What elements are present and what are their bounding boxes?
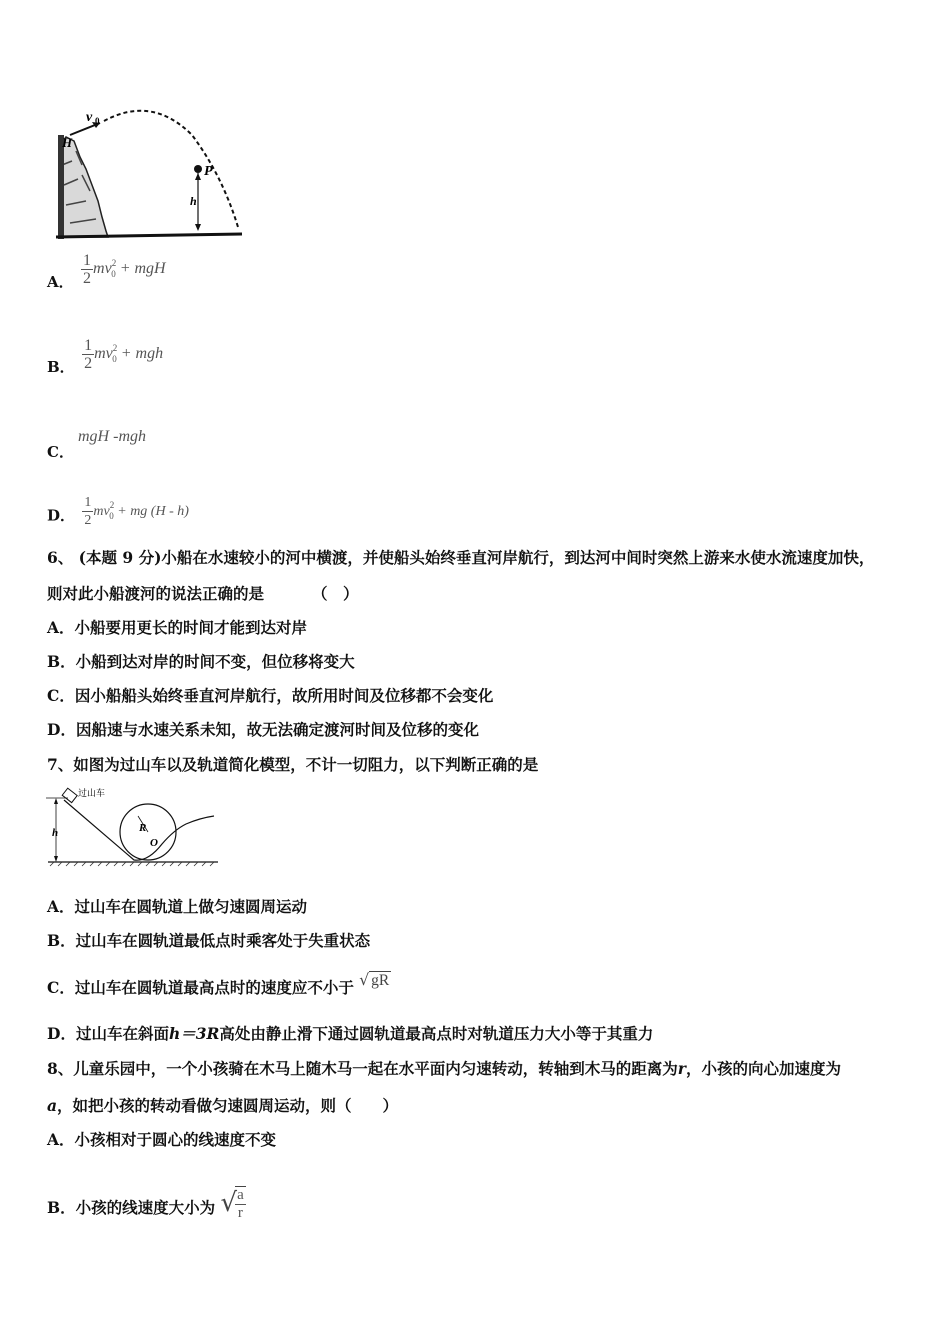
h-label: h — [52, 827, 59, 839]
q8-option-a: A．小孩相对于圆心的线速度不变 — [47, 1130, 277, 1149]
q5-option-c — [47, 442, 74, 462]
fraction: $\frac{1}{2}$ — [84, 495, 92, 528]
projectile-cliff-figure — [52, 105, 252, 245]
q7-option-a: A．过山车在圆轨道上做匀速圆周运动 — [47, 897, 308, 916]
O-label: O — [150, 837, 158, 849]
P-label: P — [204, 164, 213, 179]
R-label: R — [139, 822, 147, 834]
q8-option-b: B．小孩的线速度大小为 √ $\frac{a}{r}$ — [47, 1187, 244, 1221]
q6-stem-line2: 则对此小船渡河的说法正确的是 （ ） — [47, 584, 359, 603]
H-label: H — [62, 135, 73, 150]
car-label: 过山车 — [78, 788, 106, 798]
q5-option-a: A． $\frac{1}{2}$ $mv^2_0$ + mgH — [47, 252, 166, 292]
q6-stem-line1: 6、 (本题 9 分)小船在水速较小的河中横渡，并使船头始终垂直河岸航行，到达河中间时突然上游来水使水流速度加快， — [47, 548, 875, 567]
fraction: $\frac{1}{2}$ — [84, 337, 93, 372]
q5-option-d: D． $\frac{1}{2}$ $mv^2_0$ + mg (H - h) — [47, 495, 189, 528]
q6-option-b: B．小船到达对岸的时间不变，但位移将变大 — [47, 652, 355, 671]
fraction: $\frac{1}{2}$ — [83, 252, 92, 287]
h-label: h — [190, 194, 197, 208]
v0-label: v — [86, 110, 93, 125]
sqrt-gR: √ gR — [359, 971, 390, 989]
option-label: B． — [47, 358, 75, 377]
option-label: A． — [47, 273, 74, 292]
option-label: D． — [47, 506, 76, 525]
q6-option-d: D．因船速与水速关系未知，故无法确定渡河时间及位移的变化 — [47, 720, 479, 739]
roller-coaster-figure — [44, 786, 224, 870]
v0-subscript: 0 — [95, 116, 100, 126]
q7-option-d: D．过山车在斜面h＝3R高处由静止滑下通过圆轨道最高点时对轨道压力大小等于其重力 — [47, 1024, 654, 1043]
q8-stem-line2: a，如把小孩的转动看做匀速圆周运动，则（ ） — [47, 1096, 399, 1115]
q6-option-a: A．小船要用更长的时间才能到达对岸 — [47, 618, 308, 637]
q7-stem: 7、如图为过山车以及轨道简化模型，不计一切阻力，以下判断正确的是 — [47, 755, 539, 774]
q5-option-c-expr: mgH -mgh — [78, 428, 146, 445]
q8-stem-line1: 8、儿童乐园中，一个小孩骑在木马上随木马一起在水平面内匀速转动，转轴到木马的距离为r，小孩的向心加速度为 — [47, 1059, 841, 1078]
q7-option-b: B．过山车在圆轨道最低点时乘客处于失重状态 — [47, 931, 371, 950]
q6-option-c: C．因小船船头始终垂直河岸航行，故所用时间及位移都不会变化 — [47, 686, 494, 705]
q5-option-b: B． $\frac{1}{2}$ $mv^2_0$ + mgh — [47, 337, 164, 377]
sqrt-a-over-r: √ $\frac{a}{r}$ — [220, 1187, 244, 1221]
q7-option-c: C．过山车在圆轨道最高点时的速度应不小于 √ gR — [47, 971, 390, 997]
option-label: C． — [47, 443, 74, 461]
